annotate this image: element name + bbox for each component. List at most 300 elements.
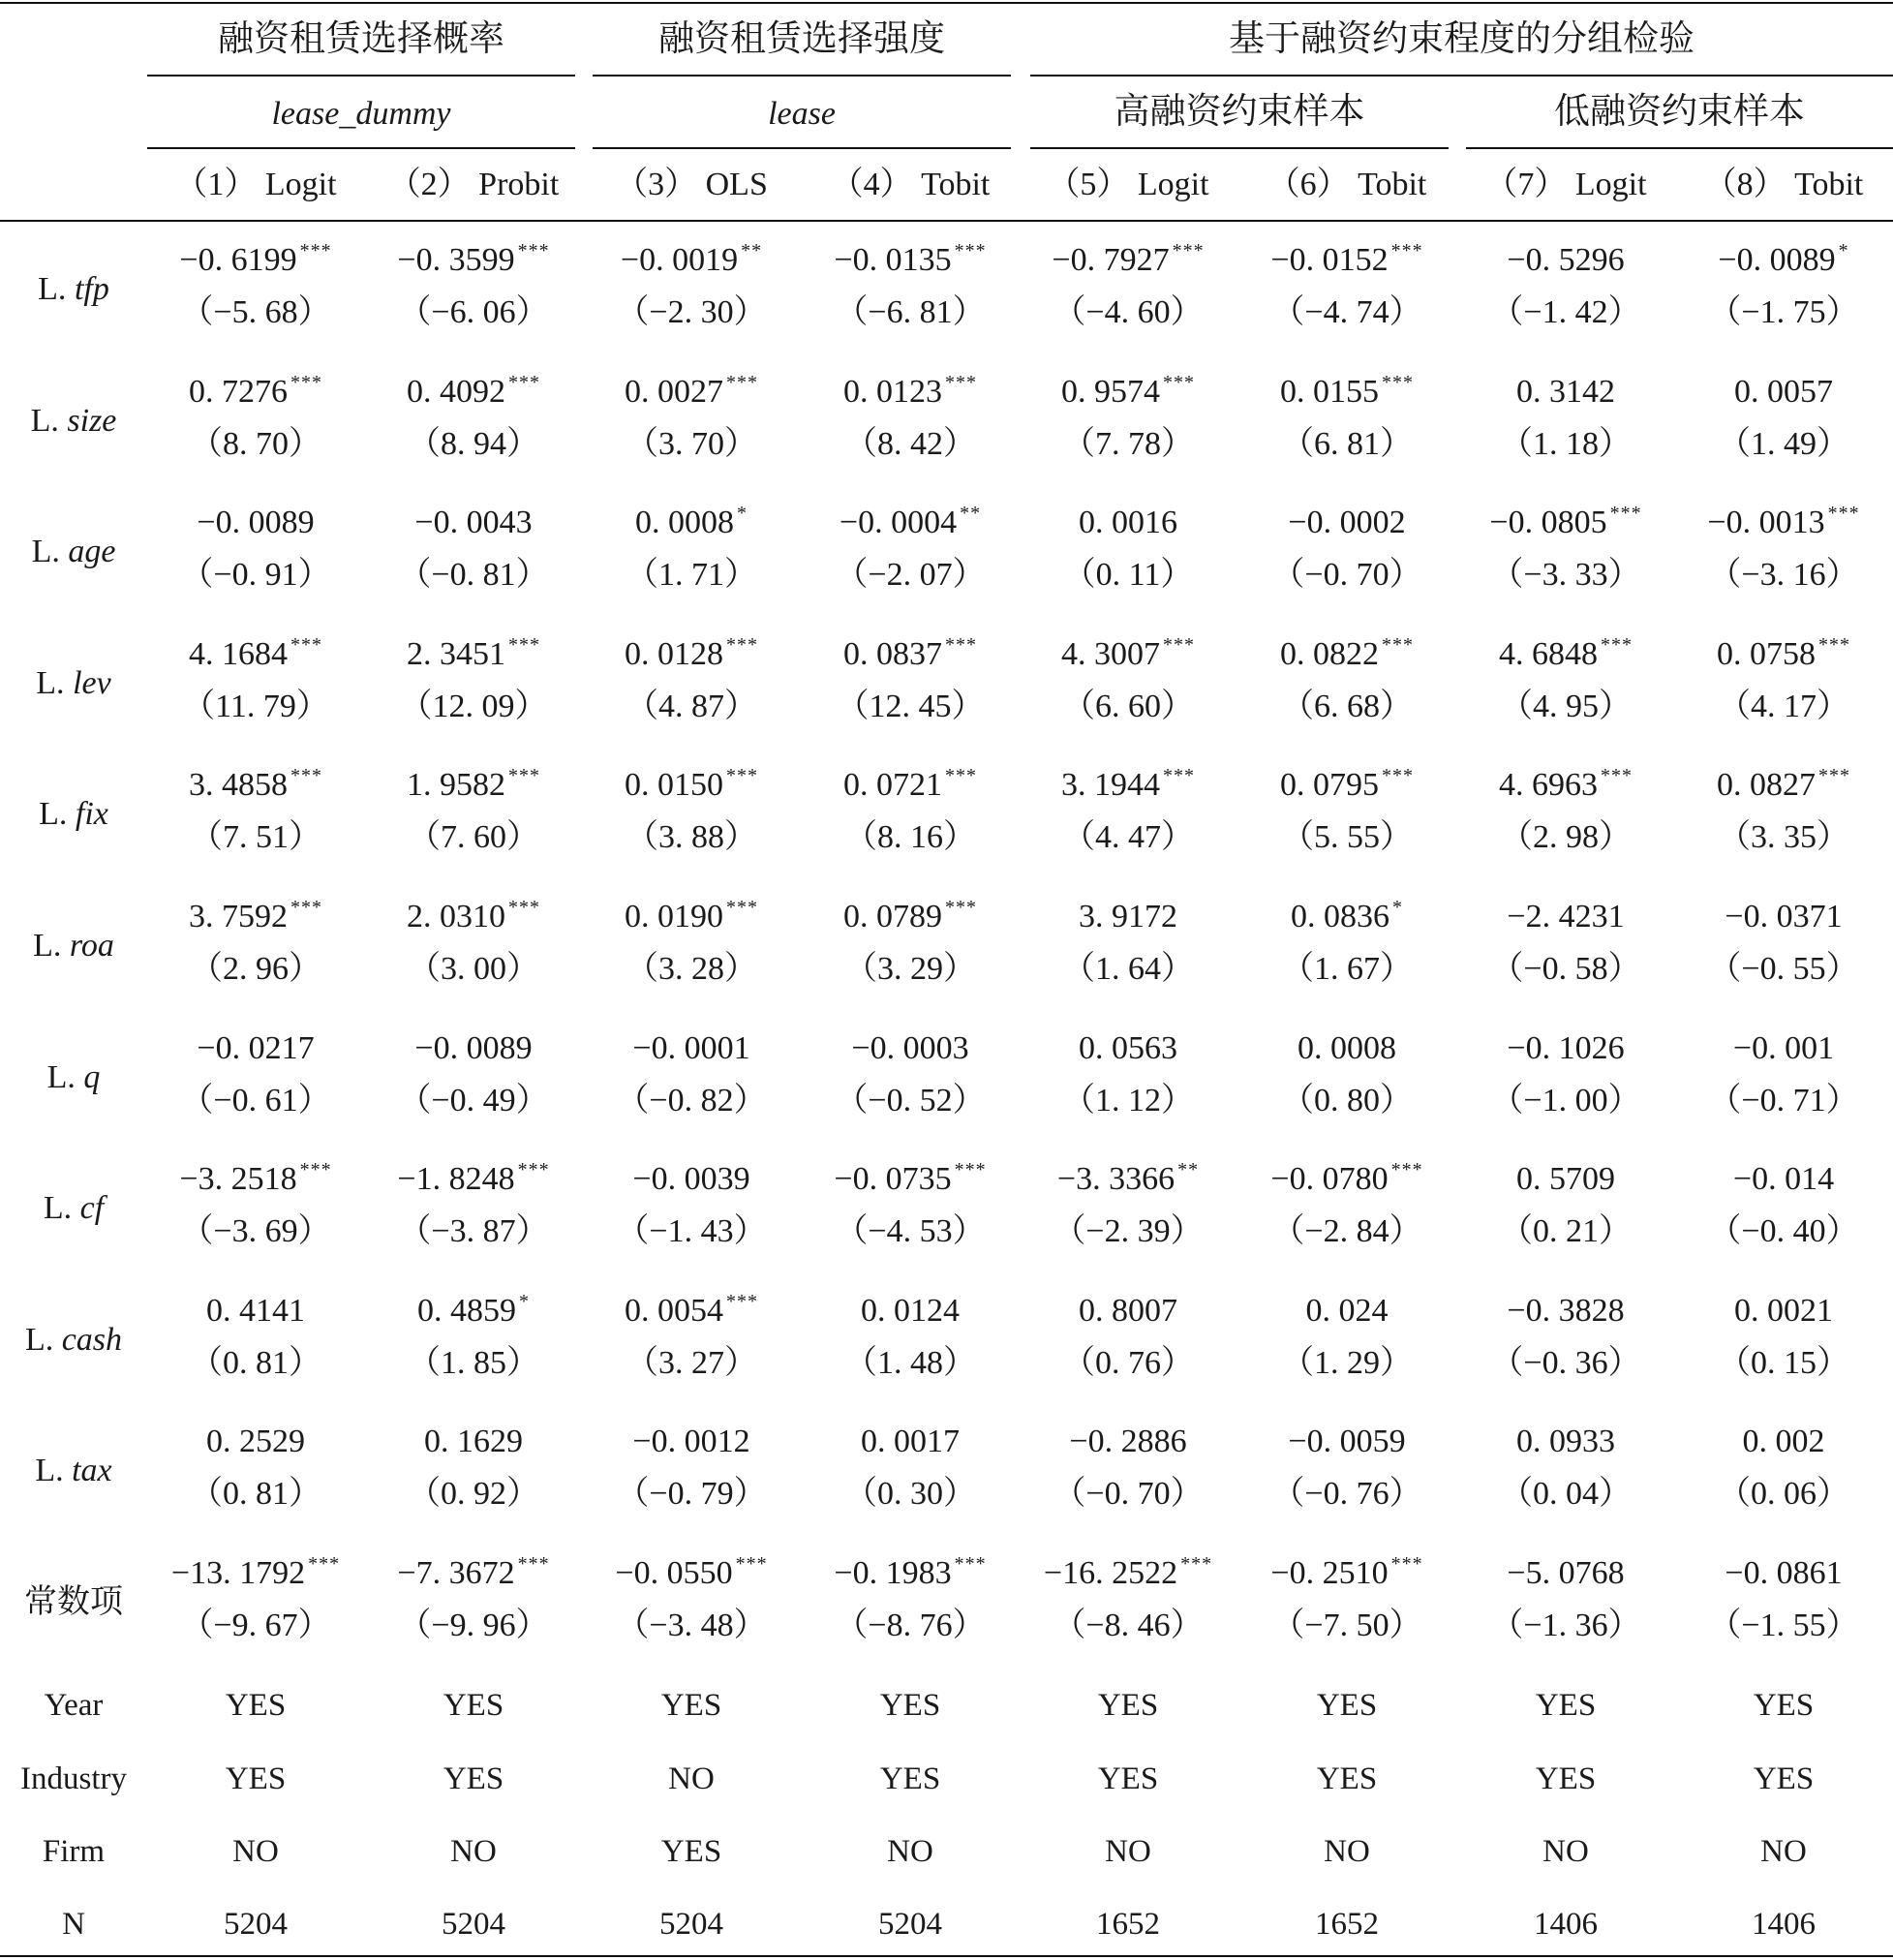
- coefficient-value: 0. 2529: [206, 1424, 305, 1460]
- coefficient-value: 3. 4858: [189, 767, 288, 804]
- coefficient-cell: [1677, 1029, 1890, 1066]
- coefficient-value: 4. 3007: [1061, 635, 1160, 672]
- footer-value: YES: [660, 1834, 722, 1869]
- footer-value: NO: [668, 1761, 715, 1796]
- coefficient-cell: [1459, 503, 1672, 541]
- coefficient-cell: [804, 1553, 1017, 1591]
- t-statistic: （3. 29）: [844, 951, 976, 987]
- row-label: [0, 798, 147, 831]
- coefficient-cell: [1022, 1292, 1235, 1329]
- footer-value: YES: [1097, 1688, 1159, 1723]
- t-statistic: （−9. 67）: [180, 1608, 331, 1643]
- column-header: （2） Probit: [387, 167, 560, 202]
- footer-value: NO: [1760, 1834, 1807, 1869]
- coefficient-cell: [1240, 371, 1453, 410]
- significance-stars: ***: [308, 1553, 341, 1575]
- coefficient-cell: [1677, 503, 1890, 541]
- significance-stars: ***: [517, 240, 550, 261]
- significance-stars: ***: [1172, 240, 1205, 261]
- coefficient-value: −0. 001: [1732, 1029, 1835, 1066]
- coefficient-value: −3. 2518: [179, 1161, 297, 1198]
- coefficient-cell: [1022, 1553, 1235, 1591]
- footer-value: NO: [1324, 1834, 1370, 1869]
- t-statistic: （3. 35）: [1718, 819, 1849, 856]
- significance-stars: ***: [1827, 503, 1860, 525]
- coefficient-value: −0. 0861: [1725, 1555, 1843, 1591]
- t-statistic: （0. 76）: [1062, 1344, 1194, 1381]
- t-statistic: （1. 18）: [1500, 425, 1632, 462]
- coefficient-value: −0. 3828: [1507, 1292, 1625, 1329]
- significance-stars: ***: [1390, 1553, 1423, 1575]
- t-statistic: （3. 27）: [626, 1344, 757, 1381]
- t-statistic: （−0. 79）: [616, 1476, 767, 1513]
- footer-value: YES: [660, 1688, 722, 1723]
- coefficient-cell: [585, 371, 798, 410]
- coefficient-value: 2. 0310: [407, 899, 505, 934]
- significance-stars: ***: [1818, 633, 1850, 656]
- coefficient-value: 0. 1629: [424, 1424, 523, 1460]
- significance-stars: ***: [1601, 765, 1633, 787]
- coefficient-cell: [804, 765, 1017, 804]
- coefficient-value: −0. 0089: [1718, 242, 1836, 278]
- coefficient-cell: [804, 897, 1017, 934]
- coefficient-value: −16. 2522: [1043, 1555, 1178, 1591]
- coefficient-value: −0. 0001: [632, 1029, 750, 1066]
- t-statistic: （8. 94）: [408, 425, 539, 462]
- coefficient-cell: [1022, 1159, 1235, 1198]
- footer-value: NO: [232, 1834, 279, 1869]
- t-statistic: （0. 04）: [1500, 1476, 1632, 1513]
- t-statistic: （−3. 33）: [1490, 557, 1641, 594]
- coefficient-value: 0. 0008: [1298, 1029, 1396, 1066]
- t-statistic: （7. 51）: [190, 819, 321, 856]
- coefficient-cell: [585, 765, 798, 804]
- coefficient-cell: [149, 371, 362, 410]
- coefficient-value: 0. 0837: [843, 635, 942, 672]
- group-underline-intensity: [593, 75, 1011, 77]
- coefficient-cell: [367, 765, 580, 804]
- t-statistic: （11. 79）: [182, 688, 329, 724]
- coefficient-cell: [367, 240, 580, 278]
- coefficient-value: 0. 002: [1742, 1424, 1825, 1460]
- row-label-name: fix: [75, 796, 108, 833]
- t-statistic: （4. 17）: [1718, 688, 1849, 724]
- coefficient-cell: [1459, 373, 1672, 410]
- significance-stars: ***: [945, 633, 977, 656]
- row-label-prefix: L.: [33, 928, 62, 964]
- t-statistic: （0. 81）: [190, 1344, 321, 1381]
- coefficient-cell: [804, 1159, 1017, 1198]
- footer-value: YES: [443, 1761, 504, 1796]
- row-label-prefix: L.: [36, 664, 65, 701]
- t-statistic: （4. 87）: [626, 688, 757, 724]
- significance-stars: ***: [1163, 765, 1195, 787]
- t-statistic: （−2. 84）: [1271, 1213, 1422, 1250]
- footer-value: YES: [443, 1688, 504, 1723]
- coefficient-cell: [149, 1425, 362, 1458]
- t-statistic: （3. 00）: [408, 951, 539, 987]
- column-header: （8） Tobit: [1703, 167, 1864, 202]
- row-label-prefix: L.: [31, 534, 60, 570]
- coefficient-value: 0. 0008: [635, 505, 734, 541]
- coefficient-value: −0. 0217: [197, 1029, 315, 1066]
- coefficient-value: −0. 0002: [1288, 505, 1406, 541]
- coefficient-cell: [1240, 1553, 1453, 1591]
- coefficient-value: 0. 0057: [1734, 373, 1833, 410]
- footer-value: 1652: [1096, 1907, 1160, 1942]
- coefficient-cell: [367, 897, 580, 934]
- coefficient-value: −0. 1026: [1507, 1029, 1625, 1066]
- row-label: [0, 664, 147, 701]
- coefficient-cell: [1022, 506, 1235, 539]
- coefficient-value: −0. 0059: [1288, 1424, 1406, 1460]
- significance-stars: ***: [517, 1159, 550, 1181]
- coefficient-value: −2. 4231: [1507, 899, 1625, 934]
- coefficient-value: 0. 0190: [625, 899, 723, 934]
- coefficient-cell: [367, 506, 580, 539]
- coefficient-value: −0. 7927: [1052, 242, 1170, 278]
- coefficient-cell: [1459, 1292, 1672, 1329]
- depvar-lease-dummy: lease_dummy: [271, 96, 451, 132]
- footer-value: NO: [1542, 1834, 1589, 1869]
- significance-stars: ***: [726, 765, 758, 787]
- coefficient-cell: [1459, 765, 1672, 804]
- significance-stars: ***: [1390, 240, 1423, 261]
- row-label-name: tax: [72, 1453, 112, 1489]
- significance-stars: ***: [1818, 765, 1850, 787]
- coefficient-cell: [804, 1292, 1017, 1329]
- coefficient-cell: [1022, 1425, 1235, 1458]
- t-statistic: （−0. 61）: [180, 1082, 331, 1118]
- row-label: [0, 1321, 147, 1358]
- significance-stars: ***: [299, 1159, 332, 1181]
- coefficient-value: 3. 9172: [1079, 899, 1177, 934]
- footer-value: YES: [879, 1688, 941, 1723]
- significance-stars: ***: [1180, 1553, 1213, 1575]
- significance-stars: ***: [1609, 503, 1642, 525]
- t-statistic: （−8. 46）: [1053, 1608, 1204, 1643]
- footer-value: YES: [879, 1761, 941, 1796]
- t-statistic: （−3. 16）: [1708, 557, 1859, 594]
- coefficient-value: −0. 0004: [839, 505, 958, 541]
- t-statistic: （−5. 68）: [180, 294, 331, 330]
- t-statistic: （0. 30）: [844, 1476, 976, 1513]
- significance-stars: ***: [726, 897, 758, 918]
- coefficient-value: 0. 5709: [1516, 1161, 1615, 1198]
- coefficient-value: 4. 6963: [1499, 767, 1598, 804]
- t-statistic: （12. 45）: [836, 688, 985, 724]
- footer-value: 5204: [659, 1907, 723, 1942]
- t-statistic: （−2. 07）: [835, 557, 986, 594]
- sub-underline-4: [1466, 147, 1893, 149]
- coefficient-cell: [1677, 373, 1890, 410]
- t-statistic: （−0. 91）: [180, 557, 331, 594]
- t-statistic: （−1. 00）: [1490, 1082, 1641, 1118]
- coefficient-cell: [149, 633, 362, 672]
- coefficient-cell: [1022, 371, 1235, 410]
- coefficient-value: −5. 0768: [1507, 1555, 1625, 1591]
- coefficient-value: 0. 0128: [625, 635, 723, 672]
- significance-stars: ***: [508, 765, 540, 787]
- coefficient-value: −0. 0089: [197, 505, 315, 541]
- coefficient-value: −0. 0780: [1270, 1161, 1389, 1198]
- coefficient-value: 0. 0054: [625, 1292, 723, 1329]
- coefficient-cell: [1459, 1163, 1672, 1196]
- coefficient-cell: [1677, 1163, 1890, 1196]
- coefficient-cell: [585, 503, 798, 541]
- coefficient-cell: [1677, 633, 1890, 672]
- t-statistic: （0. 81）: [190, 1476, 321, 1513]
- t-statistic: （1. 64）: [1062, 951, 1194, 987]
- row-label: [0, 930, 147, 963]
- coefficient-value: 0. 0789: [843, 899, 942, 934]
- footer-value: YES: [1097, 1761, 1159, 1796]
- t-statistic: （−0. 70）: [1271, 557, 1422, 594]
- row-label: [0, 402, 147, 439]
- significance-stars: ***: [1163, 371, 1195, 393]
- t-statistic: （6. 60）: [1062, 688, 1194, 724]
- t-statistic: （1. 12）: [1062, 1082, 1194, 1118]
- coefficient-value: 0. 0124: [861, 1292, 960, 1329]
- coefficient-value: −0. 0550: [615, 1555, 733, 1591]
- significance-stars: ***: [954, 1553, 987, 1575]
- t-statistic: （−4. 53）: [835, 1213, 986, 1250]
- t-statistic: （6. 81）: [1281, 425, 1413, 462]
- depvar-lease: lease: [768, 96, 836, 132]
- t-statistic: （−0. 82）: [616, 1082, 767, 1118]
- column-header: （6） Tobit: [1267, 167, 1427, 202]
- coefficient-value: 0. 0155: [1280, 373, 1379, 410]
- t-statistic: （3. 88）: [626, 819, 757, 856]
- footer-value: 1652: [1315, 1907, 1379, 1942]
- significance-stars: *: [1392, 897, 1403, 918]
- coefficient-cell: [149, 765, 362, 804]
- coefficient-value: −1. 8248: [397, 1161, 515, 1198]
- t-statistic: （−7. 50）: [1271, 1608, 1422, 1643]
- significance-stars: ***: [508, 371, 540, 393]
- footer-label: Industry: [20, 1761, 127, 1796]
- coefficient-cell: [585, 897, 798, 934]
- significance-stars: ***: [1601, 633, 1633, 656]
- t-statistic: （8. 70）: [190, 425, 321, 462]
- coefficient-value: 0. 0150: [625, 767, 723, 804]
- coefficient-cell: [1240, 506, 1453, 539]
- t-statistic: （−0. 58）: [1490, 951, 1641, 987]
- t-statistic: （−2. 39）: [1053, 1213, 1204, 1250]
- t-statistic: （8. 16）: [844, 819, 976, 856]
- coefficient-cell: [1677, 901, 1890, 934]
- coefficient-cell: [149, 897, 362, 934]
- row-label-name: cash: [61, 1321, 123, 1358]
- t-statistic: （12. 09）: [399, 688, 548, 724]
- header-bottom-rule: [0, 220, 1893, 222]
- t-statistic: （−8. 76）: [835, 1608, 986, 1643]
- footer-label: Year: [44, 1688, 104, 1723]
- t-statistic: （2. 98）: [1500, 819, 1632, 856]
- significance-stars: ***: [1382, 765, 1414, 787]
- coefficient-cell: [149, 1553, 362, 1591]
- row-label-prefix: L.: [35, 1453, 64, 1489]
- t-statistic: （4. 47）: [1062, 819, 1194, 856]
- coefficient-cell: [1022, 633, 1235, 672]
- coefficient-cell: [1459, 1029, 1672, 1066]
- coefficient-value: −0. 1983: [834, 1555, 952, 1591]
- significance-stars: **: [960, 503, 982, 525]
- coefficient-value: 1. 9582: [407, 767, 505, 804]
- coefficient-cell: [367, 371, 580, 410]
- coefficient-value: −0. 0003: [851, 1029, 969, 1066]
- significance-stars: ***: [954, 1159, 987, 1181]
- t-statistic: （7. 60）: [408, 819, 539, 856]
- t-statistic: （−1. 55）: [1708, 1608, 1859, 1643]
- coefficient-value: 0. 0563: [1079, 1029, 1177, 1066]
- t-statistic: （8. 42）: [844, 425, 976, 462]
- row-label-prefix: L.: [43, 1190, 73, 1227]
- footer-value: 5204: [224, 1907, 288, 1942]
- coefficient-cell: [1677, 765, 1890, 804]
- t-statistic: （−1. 42）: [1490, 294, 1641, 330]
- coefficient-value: 4. 1684: [189, 635, 288, 672]
- coefficient-cell: [1240, 633, 1453, 672]
- coefficient-value: −0. 014: [1732, 1161, 1835, 1198]
- coefficient-cell: [585, 1163, 798, 1196]
- coefficient-cell: [585, 633, 798, 672]
- footer-value: 1406: [1534, 1907, 1598, 1942]
- footer-value: NO: [887, 1834, 933, 1869]
- coefficient-cell: [1240, 897, 1453, 934]
- row-label: [0, 536, 147, 568]
- coefficient-cell: [804, 371, 1017, 410]
- row-label-prefix: L.: [39, 796, 68, 833]
- coefficient-cell: [1459, 633, 1672, 672]
- t-statistic: （0. 80）: [1281, 1082, 1413, 1118]
- coefficient-value: −0. 5296: [1507, 242, 1625, 278]
- row-label: [0, 273, 147, 306]
- coefficient-value: −0. 2510: [1270, 1555, 1389, 1591]
- bottom-rule: [0, 1955, 1893, 1957]
- coefficient-cell: [1022, 1029, 1235, 1066]
- significance-stars: ***: [726, 1290, 758, 1312]
- coefficient-cell: [1677, 1292, 1890, 1329]
- significance-stars: *: [519, 1290, 530, 1312]
- t-statistic: （1. 48）: [844, 1344, 976, 1381]
- significance-stars: ***: [726, 633, 758, 656]
- row-label-name: roa: [69, 928, 114, 964]
- coefficient-cell: [1022, 240, 1235, 278]
- coefficient-value: 0. 0933: [1516, 1424, 1615, 1460]
- t-statistic: （7. 78）: [1062, 425, 1194, 462]
- footer-value: NO: [1105, 1834, 1151, 1869]
- coefficient-cell: [1240, 1029, 1453, 1066]
- row-label-prefix: L.: [30, 402, 59, 439]
- significance-stars: **: [1177, 1159, 1200, 1181]
- t-statistic: （1. 67）: [1281, 951, 1413, 987]
- column-header: （5） Logit: [1047, 167, 1209, 202]
- t-statistic: （1. 49）: [1718, 425, 1849, 462]
- coefficient-cell: [585, 1425, 798, 1458]
- top-rule: [0, 2, 1893, 4]
- t-statistic: （−4. 60）: [1053, 294, 1204, 330]
- footer-value: YES: [1535, 1688, 1597, 1723]
- t-statistic: （−3. 69）: [180, 1213, 331, 1250]
- row-label-name: q: [83, 1058, 101, 1095]
- coefficient-cell: [585, 240, 798, 278]
- coefficient-value: −0. 0039: [632, 1161, 750, 1198]
- coefficient-value: −0. 0019: [620, 242, 739, 278]
- coefficient-value: −0. 0089: [414, 1029, 533, 1066]
- significance-stars: *: [737, 503, 748, 525]
- coefficient-value: −3. 3366: [1056, 1161, 1175, 1198]
- footer-value: YES: [1535, 1761, 1597, 1796]
- t-statistic: （−4. 74）: [1271, 294, 1422, 330]
- significance-stars: ***: [290, 371, 322, 393]
- coefficient-value: 0. 0016: [1079, 505, 1177, 541]
- sub-underline-3: [1030, 147, 1449, 149]
- coefficient-value: 0. 0721: [843, 767, 942, 804]
- coefficient-value: 0. 0795: [1280, 767, 1379, 804]
- coefficient-cell: [149, 1029, 362, 1066]
- coefficient-value: −0. 6199: [179, 242, 297, 278]
- coefficient-value: 0. 0021: [1734, 1292, 1833, 1329]
- coefficient-cell: [367, 1290, 580, 1329]
- coefficient-cell: [1240, 1425, 1453, 1458]
- coefficient-value: 3. 7592: [189, 899, 288, 934]
- footer-value: YES: [1753, 1761, 1815, 1796]
- t-statistic: （−6. 81）: [835, 294, 986, 330]
- t-statistic: （−1. 36）: [1490, 1608, 1641, 1643]
- coefficient-cell: [1677, 1425, 1890, 1458]
- significance-stars: ***: [517, 1553, 550, 1575]
- row-label-prefix: L.: [24, 1321, 54, 1358]
- sub-underline-2: [593, 147, 1011, 149]
- coefficient-cell: [585, 1029, 798, 1066]
- row-label: [0, 1192, 147, 1225]
- coefficient-value: −0. 0012: [632, 1424, 750, 1460]
- significance-stars: ***: [1382, 633, 1414, 656]
- coefficient-cell: [1459, 901, 1672, 934]
- t-statistic: （1. 71）: [626, 557, 757, 594]
- coefficient-value: 0. 0827: [1717, 767, 1816, 804]
- t-statistic: （−6. 06）: [398, 294, 549, 330]
- coefficient-value: 0. 0027: [625, 373, 723, 410]
- coefficient-value: 0. 4859: [417, 1292, 516, 1329]
- column-header: （4） Tobit: [830, 167, 991, 202]
- group-header-intensity: 融资租赁选择强度: [658, 19, 945, 59]
- row-label: [0, 1586, 147, 1619]
- row-label: [0, 1455, 147, 1487]
- coefficient-value: −0. 0735: [834, 1161, 952, 1198]
- coefficient-cell: [1459, 244, 1672, 277]
- coefficient-value: 0. 4141: [206, 1292, 305, 1329]
- coefficient-value: 0. 8007: [1079, 1292, 1177, 1329]
- coefficient-value: 0. 024: [1305, 1292, 1389, 1329]
- row-label-name: age: [68, 534, 116, 570]
- significance-stars: ***: [1382, 371, 1414, 393]
- coefficient-cell: [1240, 1292, 1453, 1329]
- column-header: （7） Logit: [1484, 167, 1647, 202]
- coefficient-cell: [367, 1553, 580, 1591]
- t-statistic: （3. 70）: [626, 425, 757, 462]
- coefficient-value: 0. 0123: [843, 373, 942, 410]
- significance-stars: ***: [508, 633, 540, 656]
- coefficient-cell: [149, 1159, 362, 1198]
- significance-stars: ***: [945, 897, 977, 918]
- group-header-probability: 融资租赁选择概率: [218, 19, 504, 59]
- coefficient-cell: [1022, 765, 1235, 804]
- coefficient-value: −13. 1792: [170, 1555, 306, 1591]
- t-statistic: （−0. 70）: [1053, 1476, 1204, 1513]
- t-statistic: （−0. 76）: [1271, 1476, 1422, 1513]
